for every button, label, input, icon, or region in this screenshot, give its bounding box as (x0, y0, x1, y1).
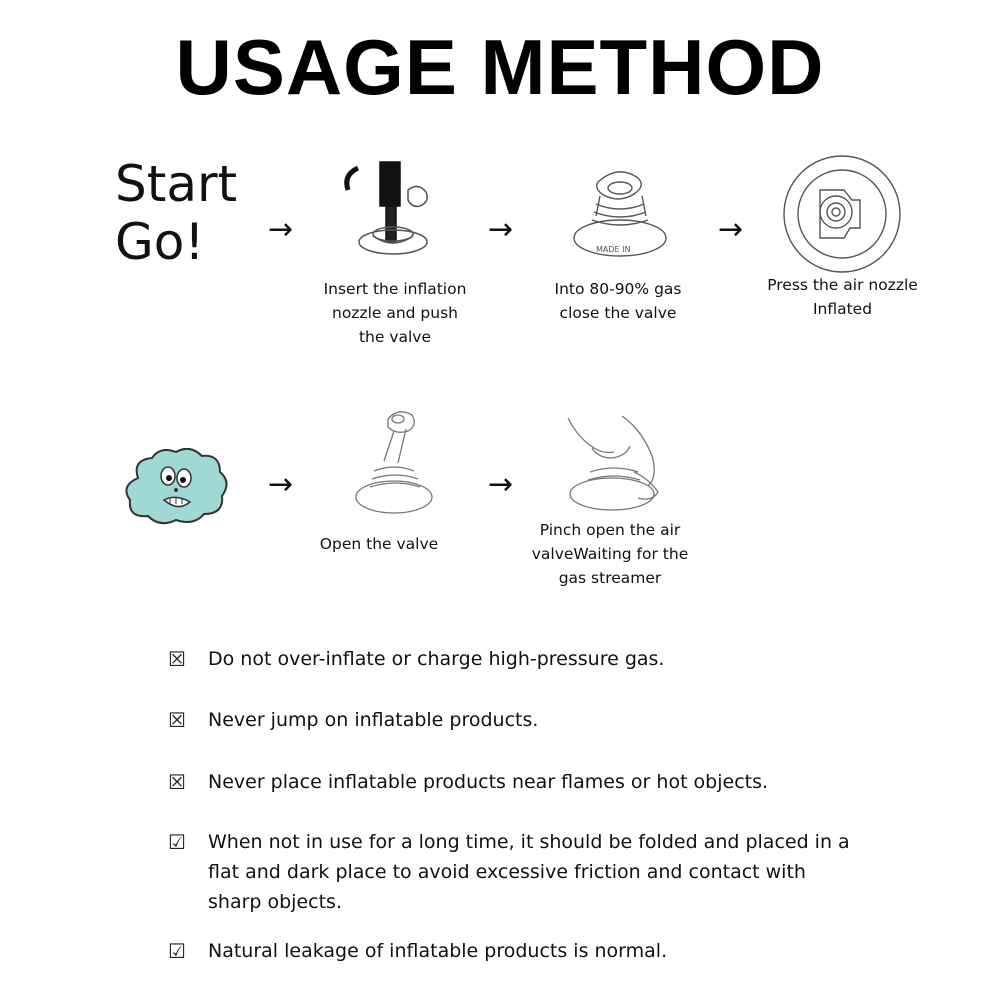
crossed-box-icon: ☒ (168, 770, 186, 794)
arrow-icon: → (268, 467, 294, 502)
arrow-icon: → (488, 467, 514, 502)
arrow-icon: → (268, 212, 294, 247)
step-caption-open-valve: Open the valve (319, 535, 439, 553)
note-text: Never jump on inflatable products. (208, 709, 539, 731)
valve-sketch-icon (568, 160, 678, 270)
list-item (168, 827, 858, 917)
step-caption-press-nozzle: Press the air nozzle Inflated (767, 276, 918, 318)
note-text: When not in use for a long time, it should be folded and placed in a flat and dark place to avoid excessive friction and contact with sharp objects. (208, 831, 850, 913)
inflation-nozzle-sketch-icon (338, 160, 448, 270)
note-text: Natural leakage of inflatable products is normal. (208, 940, 668, 962)
checked-box-icon: ☑ (168, 939, 186, 963)
start-line-2: Go! (115, 213, 205, 271)
arrow-icon: → (488, 212, 514, 247)
start-line-1: Start (115, 155, 238, 213)
step-caption-insert-nozzle: Insert the inflation nozzle and push the valve (323, 280, 467, 346)
start-label (115, 155, 275, 271)
page-title: USAGE METHOD (175, 23, 825, 111)
checked-box-icon: ☑ (168, 830, 186, 854)
list-item (168, 936, 858, 966)
list-item (168, 644, 858, 674)
note-text: Do not over-inflate or charge high-pressure gas. (208, 648, 665, 670)
list-item (168, 767, 858, 797)
valve-top-view-sketch-icon (780, 152, 904, 276)
step-caption-close-valve: Into 80-90% gas close the valve (554, 280, 682, 322)
note-text: Never place inflatable products near flames or hot objects. (208, 771, 769, 793)
step-caption-pinch-valve: Pinch open the air valveWaiting for the gas streamer (531, 521, 689, 587)
crossed-box-icon: ☒ (168, 647, 186, 671)
open-valve-sketch-icon (350, 405, 440, 525)
cloud-character-icon (124, 448, 232, 530)
valve-embossed-text: MADE IN (596, 245, 631, 254)
list-item (168, 705, 858, 735)
arrow-icon: → (718, 212, 744, 247)
crossed-box-icon: ☒ (168, 708, 186, 732)
pinch-valve-sketch-icon (562, 412, 672, 522)
